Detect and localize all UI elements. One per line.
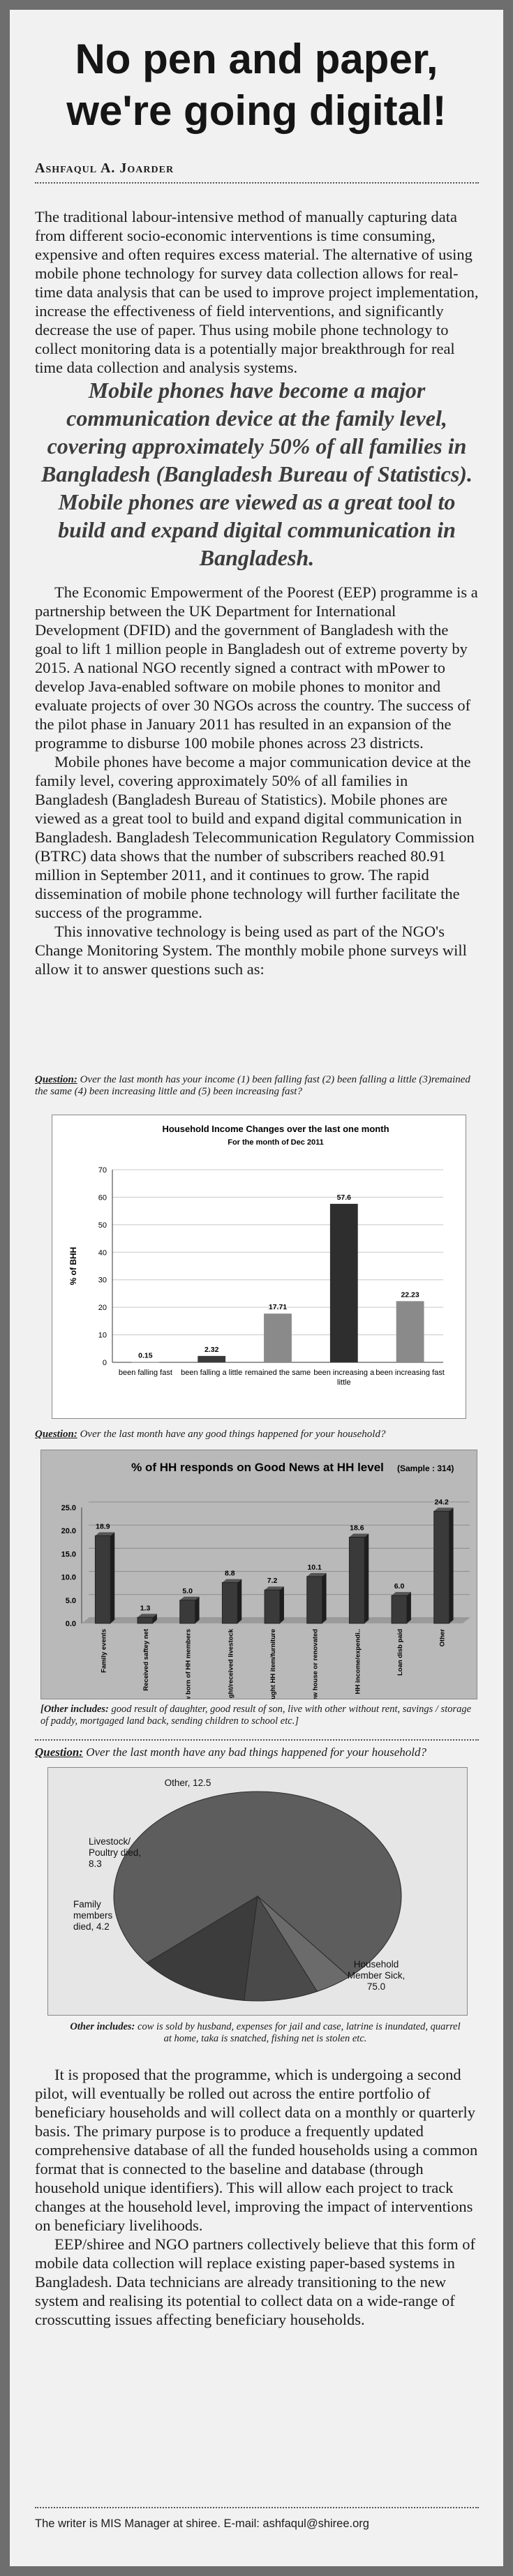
data-label: 6.0: [394, 1582, 405, 1591]
y-tick-label: 0.0: [65, 1620, 76, 1628]
data-label: 24.2: [434, 1498, 449, 1507]
bar: [95, 1536, 110, 1623]
bar-side: [407, 1592, 411, 1623]
data-label: 10.1: [307, 1563, 322, 1572]
intro-text: The traditional labour-intensive method of manually capturing data from different socio-economic interventions is time consuming, expensive and often requires excess material. The alternative of using mobile phone technology for survey data collection allows for real-time data analysis that can be used to improve project implementation, increase the effectiveness of field interventions, and significantly decrease the use of paper. Thus using mobile phone technology to collect monitoring data is a potentially major breakthrough for real time data collection and analysis systems.: [35, 208, 479, 376]
data-label: 2.32: [204, 1345, 219, 1354]
author-byline: Ashfaqul A. Joarder: [35, 161, 174, 176]
bar: [264, 1313, 292, 1362]
x-tick-label: been increasing fast: [376, 1369, 445, 1377]
question-2-label: Question:: [35, 1429, 77, 1440]
y-tick-label: 60: [98, 1193, 107, 1203]
bar: [180, 1600, 195, 1623]
x-tick-label: Bought HH item/furniture: [269, 1629, 277, 1699]
data-label: 8.8: [225, 1569, 235, 1578]
y-tick-label: 20: [98, 1304, 107, 1313]
pie-label: members: [73, 1910, 113, 1921]
bar-side: [449, 1507, 454, 1623]
headline-line-1: No pen and paper,: [75, 36, 438, 82]
question-2: [35, 1429, 482, 1440]
x-tick-label: been increasing a: [313, 1369, 375, 1377]
headline: [10, 33, 503, 137]
good-news-note-label: [Other includes:: [40, 1704, 109, 1715]
pie-label: Other, 12.5: [164, 1778, 211, 1788]
bad-news-pie-chart: [48, 1768, 467, 2015]
question-1-label: Question:: [35, 1074, 77, 1085]
y-tick-label: 15.0: [61, 1550, 76, 1559]
body-paragraph-2: Mobile phones have become a major communication device at the family level, covering approximately 50% of all families in Bangladesh (Bangladesh Bureau of Statistics). Mobile phones are viewed as a great tool to build and expand digital communication in Bangladesh. Bangladesh Telecommunication Regulatory Commission (BTRC) data shows that the number of subscribers reached 80.91 million in September 2011, and it continues to grow. The rapid dissemination of mobile phone technology will further facilitate the success of the programme.: [35, 753, 475, 921]
pie-label: 75.0: [366, 1981, 386, 1992]
income-chart-panel: [52, 1115, 466, 1419]
good-news-chart: [41, 1450, 477, 1699]
data-label: 1.3: [140, 1604, 151, 1613]
y-axis-label: % of BHH: [68, 1246, 78, 1286]
y-tick-label: 70: [98, 1166, 107, 1175]
bad-news-note-label: Other includes:: [70, 2021, 135, 2032]
y-tick-label: 10.0: [61, 1573, 76, 1582]
closing-paragraph-1: It is proposed that the programme, which is undergoing a second pilot, will eventually be rolled out across the entire portfolio of beneficiary households and will collect data on a monthly or quarterly basis. The primary purpose is to produce a frequently updated comprehensive database of all the funded households using a common format that is connected to the baseline and database (through household unique identifiers). This will allow each project to track changes at the household level, improving the impact of interventions on beneficiary livelihoods.: [35, 2066, 478, 2234]
bar: [265, 1590, 280, 1623]
bad-news-note: [70, 2021, 461, 2045]
bad-news-chart-panel: [47, 1767, 468, 2016]
y-tick-label: 5.0: [65, 1596, 76, 1605]
x-tick-label: Family events: [100, 1629, 108, 1673]
body-paragraph-1: The Economic Empowerment of the Poorest (EEP) programme is a partnership between the UK Department for International Development (DFID) and the government of Bangladesh with the goal to lift 1 million people in Bangladesh out of extreme poverty by 2015. A national NGO recently signed a contract with mPower to develop Java-enabled software on mobile phones to monitor and evaluate projects of over 30 NGOs across the country. The success of the pilot phase in January 2011 has resulted in an expansion of the programme to disburse 100 mobile phones across 23 districts.: [35, 583, 478, 752]
y-tick-label: 10: [98, 1331, 107, 1340]
data-label: 18.9: [96, 1522, 110, 1531]
income-change-chart: [52, 1115, 466, 1418]
data-label: 0.15: [138, 1351, 153, 1360]
body-paragraphs: [35, 583, 479, 978]
bar: [198, 1356, 225, 1362]
bar-side: [237, 1579, 241, 1623]
pie-label: Poultry died,: [89, 1847, 142, 1858]
chart-title: Household Income Changes over the last one month: [162, 1124, 389, 1134]
data-label: 22.23: [401, 1290, 419, 1300]
author-footer: The writer is MIS Manager at shiree. E-mail: ashfaqul@shiree.org: [35, 2517, 369, 2530]
pull-quote: Mobile phones have become a major communication device at the family level, covering approximately 50% of all families in Bangladesh (Bangladesh Bureau of Statistics). Mobile phones are viewed as a great tool to build and expand digital communication in Bangladesh.: [41, 378, 473, 570]
bad-news-note-text: cow is sold by husband, expenses for jail and case, latrine is inundated, quarrel at home, taka is snatched, fishing net is stolen etc.: [137, 2021, 461, 2044]
data-label: 57.6: [336, 1193, 352, 1202]
y-tick-label: 50: [98, 1221, 107, 1230]
pie-label: Household: [353, 1959, 399, 1970]
question-1: [35, 1074, 482, 1098]
x-tick-label: Other: [438, 1629, 447, 1647]
pie-label: Family: [73, 1899, 101, 1909]
pie-label: Livestock/: [89, 1836, 131, 1847]
bar: [396, 1301, 424, 1362]
good-news-chart-panel: [40, 1450, 477, 1699]
closing-paragraphs: [35, 2065, 479, 2329]
bar-side: [364, 1533, 369, 1623]
x-tick-label: Bought/received livestock: [227, 1629, 235, 1699]
y-tick-label: 20.0: [61, 1527, 76, 1536]
chart-subtitle: For the month of Dec 2011: [228, 1138, 324, 1147]
x-tick-label: Received saftey net: [142, 1629, 150, 1691]
question-3: [35, 1746, 482, 1758]
byline-divider: [35, 182, 479, 184]
question-1-text: Over the last month has your income (1) been falling fast (2) been falling a little (3)remained the same (4) been increasing little and (5) been increasing fast?: [35, 1074, 470, 1097]
x-tick-label: Loan disb paid: [396, 1629, 404, 1676]
bar-side: [110, 1533, 114, 1623]
data-label: 7.2: [267, 1577, 278, 1586]
y-tick-label: 30: [98, 1276, 107, 1285]
section-divider: [35, 1739, 479, 1741]
bar-side: [322, 1573, 327, 1623]
x-tick-label: been falling a little: [181, 1369, 243, 1377]
chart-subtitle: (Sample : 314): [397, 1464, 454, 1473]
x-tick-label: remained the same: [244, 1369, 311, 1377]
y-tick-label: 40: [98, 1249, 107, 1258]
bar: [222, 1583, 237, 1623]
question-2-text: Over the last month have any good things happened for your household?: [80, 1429, 386, 1440]
y-tick-label: 0: [102, 1359, 107, 1367]
data-label: 18.6: [350, 1524, 364, 1533]
question-3-text: Over the last month have any bad things happened for your household?: [86, 1745, 426, 1759]
good-news-note-text: good result of daughter, good result of son, live with other without rent, savings / storage of paddy, mortgaged land back, sending children to school etc.]: [40, 1704, 472, 1727]
pie-label: Member Sick,: [347, 1970, 406, 1981]
x-tick-label: New born of HH members: [184, 1629, 193, 1699]
x-tick-label: HH income/expendi..: [354, 1629, 362, 1695]
bar: [330, 1204, 358, 1362]
intro-paragraph: [35, 207, 479, 377]
bar-side: [195, 1597, 200, 1623]
body-paragraph-3: This innovative technology is being used as part of the NGO's Change Monitoring System. The monthly mobile phone surveys will allow it to answer questions such as:: [35, 923, 467, 978]
bar: [349, 1537, 364, 1623]
article-page: [10, 10, 503, 2566]
pie-label: 8.3: [89, 1859, 102, 1869]
bar-side: [280, 1586, 284, 1623]
question-3-label: Question:: [35, 1745, 83, 1759]
headline-line-2: we're going digital!: [66, 87, 447, 134]
pie-label: died, 4.2: [73, 1921, 110, 1932]
footer-divider: [35, 2507, 479, 2508]
chart-title: % of HH responds on Good News at HH level: [131, 1461, 384, 1474]
x-tick-label: New house or renovated: [311, 1629, 320, 1699]
good-news-note: [40, 1704, 480, 1727]
bar: [434, 1511, 449, 1623]
bar: [307, 1577, 322, 1623]
bar: [392, 1595, 407, 1623]
y-tick-label: 25.0: [61, 1504, 76, 1512]
data-label: 5.0: [182, 1586, 193, 1595]
x-tick-label: been falling fast: [118, 1369, 172, 1377]
closing-paragraph-2: EEP/shiree and NGO partners collectively believe that this form of mobile data collection will replace existing paper-based systems in Bangladesh. Data technicians are already transitioning to the new system and realising its potential to collect data on a wide-range of crosscutting issues affecting beneficiary households.: [35, 2235, 475, 2328]
bar: [137, 1617, 153, 1623]
x-tick-label: little: [337, 1378, 351, 1387]
data-label: 17.71: [268, 1303, 288, 1312]
